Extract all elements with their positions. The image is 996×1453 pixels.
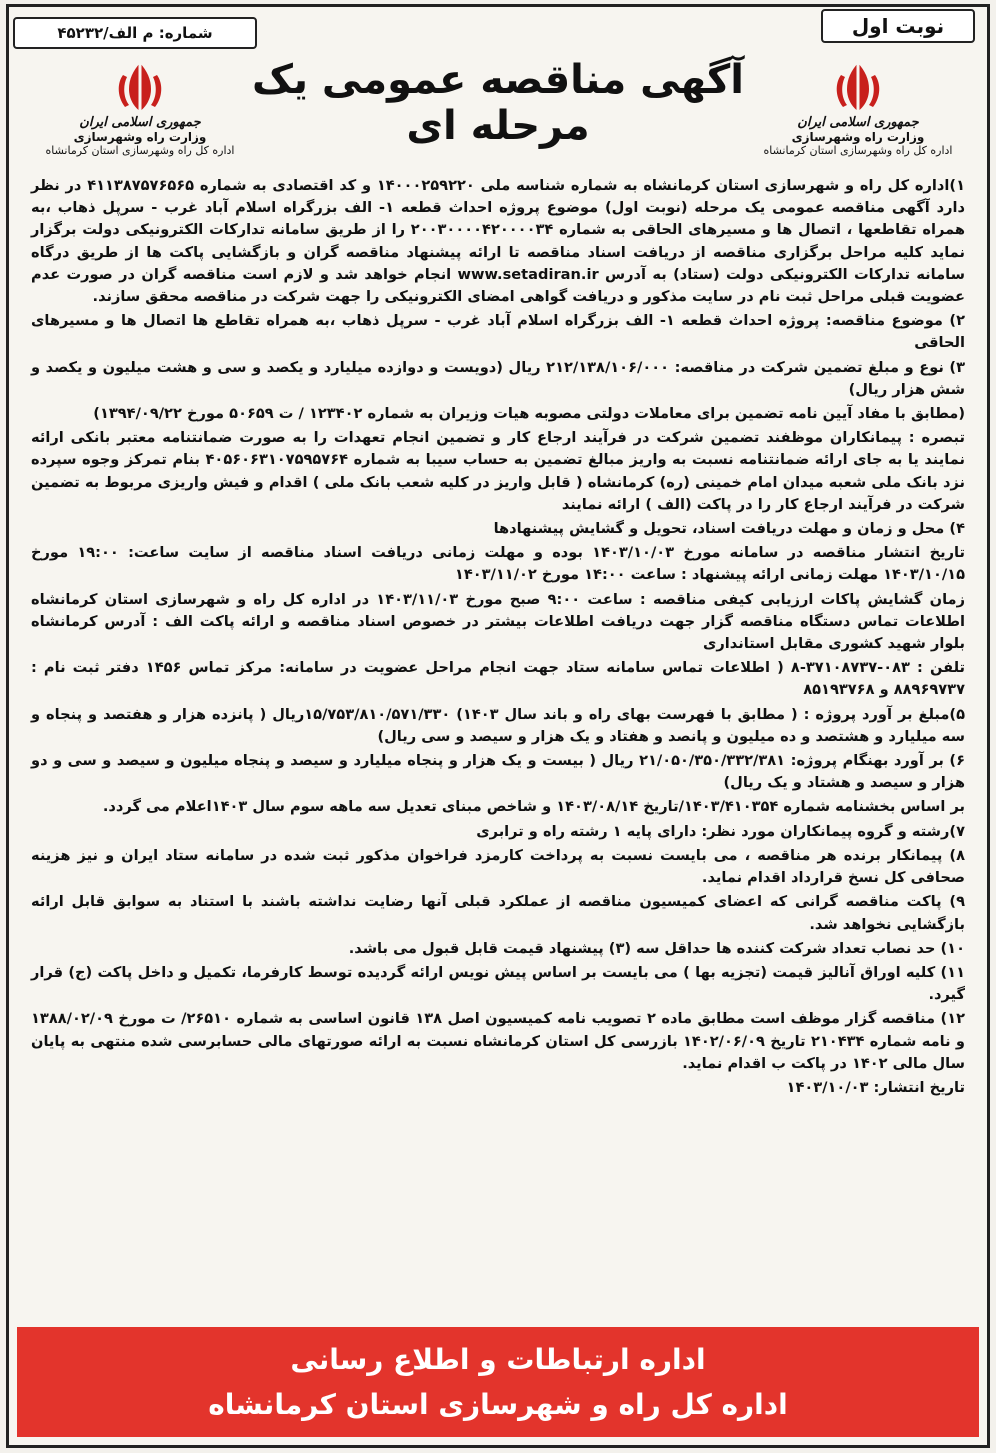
paragraph-phone: تلفن : ۰۸۳-۳۷۱۰۸۷۳۷-۸ ( اطلاعات تماس سامانه ستاد جهت انجام مراحل عضویت در سامانه: مرکز تماس ۱۴۵۶ دفتر ثبت نام : ۸۸۹۶۹۷۳۷ و ۸۵۱۹۳۷۶۸ bbox=[31, 659, 966, 699]
paragraph-guarantee-rule: (مطابق با مفاد آیین نامه تضمین برای معاملات دولتی مصوبه هیات وزیران به شماره ۱۲۳۴۰۲ / ت ۵۰۶۵۹ مورخ ۱۳۹۴/۰۹/۲۲) bbox=[93, 405, 965, 423]
paragraph-1: ۱)اداره کل راه و شهرسازی استان کرمانشاه به شماره شناسه ملی ۱۴۰۰۰۲۵۹۲۲۰ و کد اقتصادی به شماره ۴۱۱۳۸۷۵۷۶۵۶۵ در نظر دارد آگهی مناقصه عمومی یک مرحله (نوبت اول) موضوع پروژه احداث قطعه ۱- الف بزرگراه اسلام آباد غرب - سرپل ذهاب ،به همراه تقاطعها ، اتصال ها و مسیرهای الحاقی به شماره ۲۰۰۳۰۰۰۰۴۲۰۰۰۰۳۴ را از طریق سامانه تدارکات الکترونیکی دولت برگزار نماید کلیه مراحل برگزاری مناقصه از دریافت اسناد مناقصه تا ارائه پیشنهاد مناقصه گران و بازگشایی پاکت ها از طریق درگاه سامانه تدارکات الکترونیکی دولت (ستاد) به آدرس www.setadiran.ir انجام خواهد شد و لازم است مناقصه گران در صورت عدم عضویت قبلی مراحل ثبت نام در سایت مذکور و دریافت گواهی امضای الکترونیکی را جهت شرکت در مناقصه محقق سازند. bbox=[31, 177, 966, 306]
logo-right-line3: اداره کل راه وشهرسازی استان کرمانشاه bbox=[763, 144, 953, 157]
paragraph-11: ۱۱) کلیه اوراق آنالیز قیمت (تجزیه بها ) می بایست بر اساس پیش نویس ارائه گردیده توسط کارفرما، تکمیل و داخل پاکت (ج) قرار گیرد. bbox=[31, 963, 965, 1004]
notice-body bbox=[31, 175, 965, 1101]
iran-emblem-icon bbox=[823, 59, 893, 115]
logo-left-line2: وزارت راه وشهرسازی bbox=[73, 130, 207, 144]
round-tag: نوبت اول bbox=[821, 9, 975, 43]
footer-banner bbox=[17, 1327, 979, 1437]
logo-right-line2: وزارت راه وشهرسازی bbox=[791, 130, 925, 144]
number-tag: شماره: م الف/۴۵۲۳۲ bbox=[13, 17, 257, 49]
paragraph-7: ۷)رشته و گروه پیمانکاران مورد نظر: دارای پایه ۱ رشته راه و ترابری bbox=[476, 822, 965, 840]
paragraph-12: ۱۲) مناقصه گزار موظف است مطابق ماده ۲ تصویب نامه کمیسیون اصل ۱۳۸ قانون اساسی به شماره ۲۶۵۱۰/ ت مورخ ۱۳۸۸/۰۲/۰۹ و نامه شماره ۲۱۰۴۳۴ تاریخ ۱۴۰۲/۰۶/۰۹ بازرسی کل استان کرمانشاه نسبت به ارائه صورتهای مالی حسابرسی شده منتهی به پایان سال مالی ۱۴۰۲ در پاکت ب اقدام نماید. bbox=[31, 1010, 966, 1072]
paragraph-9: ۹) پاکت مناقصه گرانی که اعضای کمیسیون مناقصه از عملکرد قبلی آنها رضایت نداشته باشند با استناد به سوابق قابل ارائه بازگشایی نخواهد شد. bbox=[31, 893, 965, 933]
paragraph-circular: بر اساس بخشنامه شماره ۱۴۰۳/۴۱۰۳۵۴/تاریخ ۱۴۰۳/۰۸/۱۴ و شاخص مبنای تعدیل سه ماهه سوم سال ۱۴۰۳اعلام می گردد. bbox=[102, 798, 965, 816]
page-title: آگهی مناقصه عمومی یک مرحله ای bbox=[251, 57, 745, 149]
paragraph-dates: تاریخ انتشار مناقصه در سامانه مورخ ۱۴۰۳/۱۰/۰۳ بوده و مهلت زمانی دریافت اسناد مناقصه از سایت ساعت: ۱۹:۰۰ مورخ ۱۴۰۳/۱۰/۱۵ مهلت زمانی ارائه پیشنهاد : ساعت ۱۴:۰۰ مورخ ۱۴۰۳/۱۱/۰۲ bbox=[31, 544, 966, 584]
notice-page bbox=[6, 4, 990, 1448]
footer-line2: اداره کل راه و شهرسازی استان کرمانشاه bbox=[208, 1388, 788, 1421]
logo-left-line1: جمهوری اسلامی ایران bbox=[79, 115, 201, 130]
paragraph-opening: زمان گشایش پاکات ارزیابی کیفی مناقصه : ساعت ۹:۰۰ صبح مورخ ۱۴۰۳/۱۱/۰۳ در اداره کل راه و شهرسازی استان کرمانشاه اطلاعات تماس دستگاه مناقصه گزار جهت دریافت اطلاعات بیشتر در خصوص اسناد مناقصه و ارائه پاکت الف : آدرس کرمانشاه بلوار شهید کشوری مقابل استانداری bbox=[31, 590, 965, 653]
logo-left bbox=[25, 59, 255, 157]
paragraph-6: ۶) بر آورد بهنگام پروژه: ۲۱/۰۵۰/۳۵۰/۳۳۲/۳۸۱ ریال ( بیست و یک هزار و پنجاه میلیارد و سیصد و پنجاه میلیون و سیصد و سی و دو هزار و سیصد و هشتاد و یک ریال) bbox=[31, 752, 965, 792]
paragraph-8: ۸) پیمانکار برنده هر مناقصه ، می بایست نسبت به پرداخت کارمزد فراخوان مذکور ثبت شده در سامانه ستاد ایران و نیز هزینه صحافی کل نسخ قرارداد اقدام نماید. bbox=[31, 846, 965, 887]
paragraph-5: ۵)مبلغ بر آورد پروژه : ( مطابق با فهرست بهای راه و باند سال ۱۴۰۳) ۱۵/۷۵۳/۸۱۰/۵۷۱/۳۳۰ریال ( پانزده هزار و هفتصد و پنجاه و سه میلیارد و هشتصد و ده میلیون و پانصد و هفتاد و یک هزار و سیصد و سی ریال) bbox=[31, 705, 965, 745]
logo-left-line3: اداره کل راه وشهرسازی استان کرمانشاه bbox=[45, 144, 235, 157]
paragraph-2: ۲) موضوع مناقصه: پروژه احداث قطعه ۱- الف بزرگراه اسلام آباد غرب - سرپل ذهاب ،به همراه تقاطع ها اتصال ها و مسیرهای الحاقی bbox=[31, 312, 965, 352]
paragraph-note: تبصره : پیمانکاران موظفند تضمین شرکت در فرآیند ارجاع کار و تضمین انجام تعهدات را به صورت ضمانتنامه معتبر بانکی ارائه نمایند یا به جای ارائه ضمانتنامه نسبت به واریز مبالغ تضمین به حساب سیبا به شماره ۴۰۵۶۰۶۳۱۰۷۵۹۵۷۶۴ بنام تمرکز وجوه سپرده نزد بانک ملی شعبه میدان امام خمینی (ره) کرمانشاه ( قابل واریز در کلیه شعب بانک ملی ) اقدام و فیش واریزی مربوط به تضمین شرکت در فرآیند ارجاع کار را در پاکت (الف ) ارائه نمایند bbox=[31, 429, 965, 513]
paragraph-10: ۱۰) حد نصاب تعداد شرکت کننده ها حداقل سه (۳) پیشنهاد قیمت قابل قبول می باشد. bbox=[348, 939, 965, 957]
iran-emblem-icon bbox=[105, 59, 175, 115]
logo-right-line1: جمهوری اسلامی ایران bbox=[797, 115, 919, 130]
paragraph-3: ۳) نوع و مبلغ تضمین شرکت در مناقصه: ۲۱۲/۱۳۸/۱۰۶/۰۰۰ ریال (دویست و دوازده میلیارد و یکصد و سی و هشت میلیون و یکصد و شش هزار ریال) bbox=[31, 358, 965, 398]
footer-line1: اداره ارتباطات و اطلاع رسانی bbox=[290, 1343, 706, 1376]
paragraph-4: ۴) محل و زمان و مهلت دریافت اسناد، تحویل و گشایش پیشنهادها bbox=[493, 520, 965, 538]
publish-date: تاریخ انتشار: ۱۴۰۳/۱۰/۰۳ bbox=[786, 1078, 965, 1096]
